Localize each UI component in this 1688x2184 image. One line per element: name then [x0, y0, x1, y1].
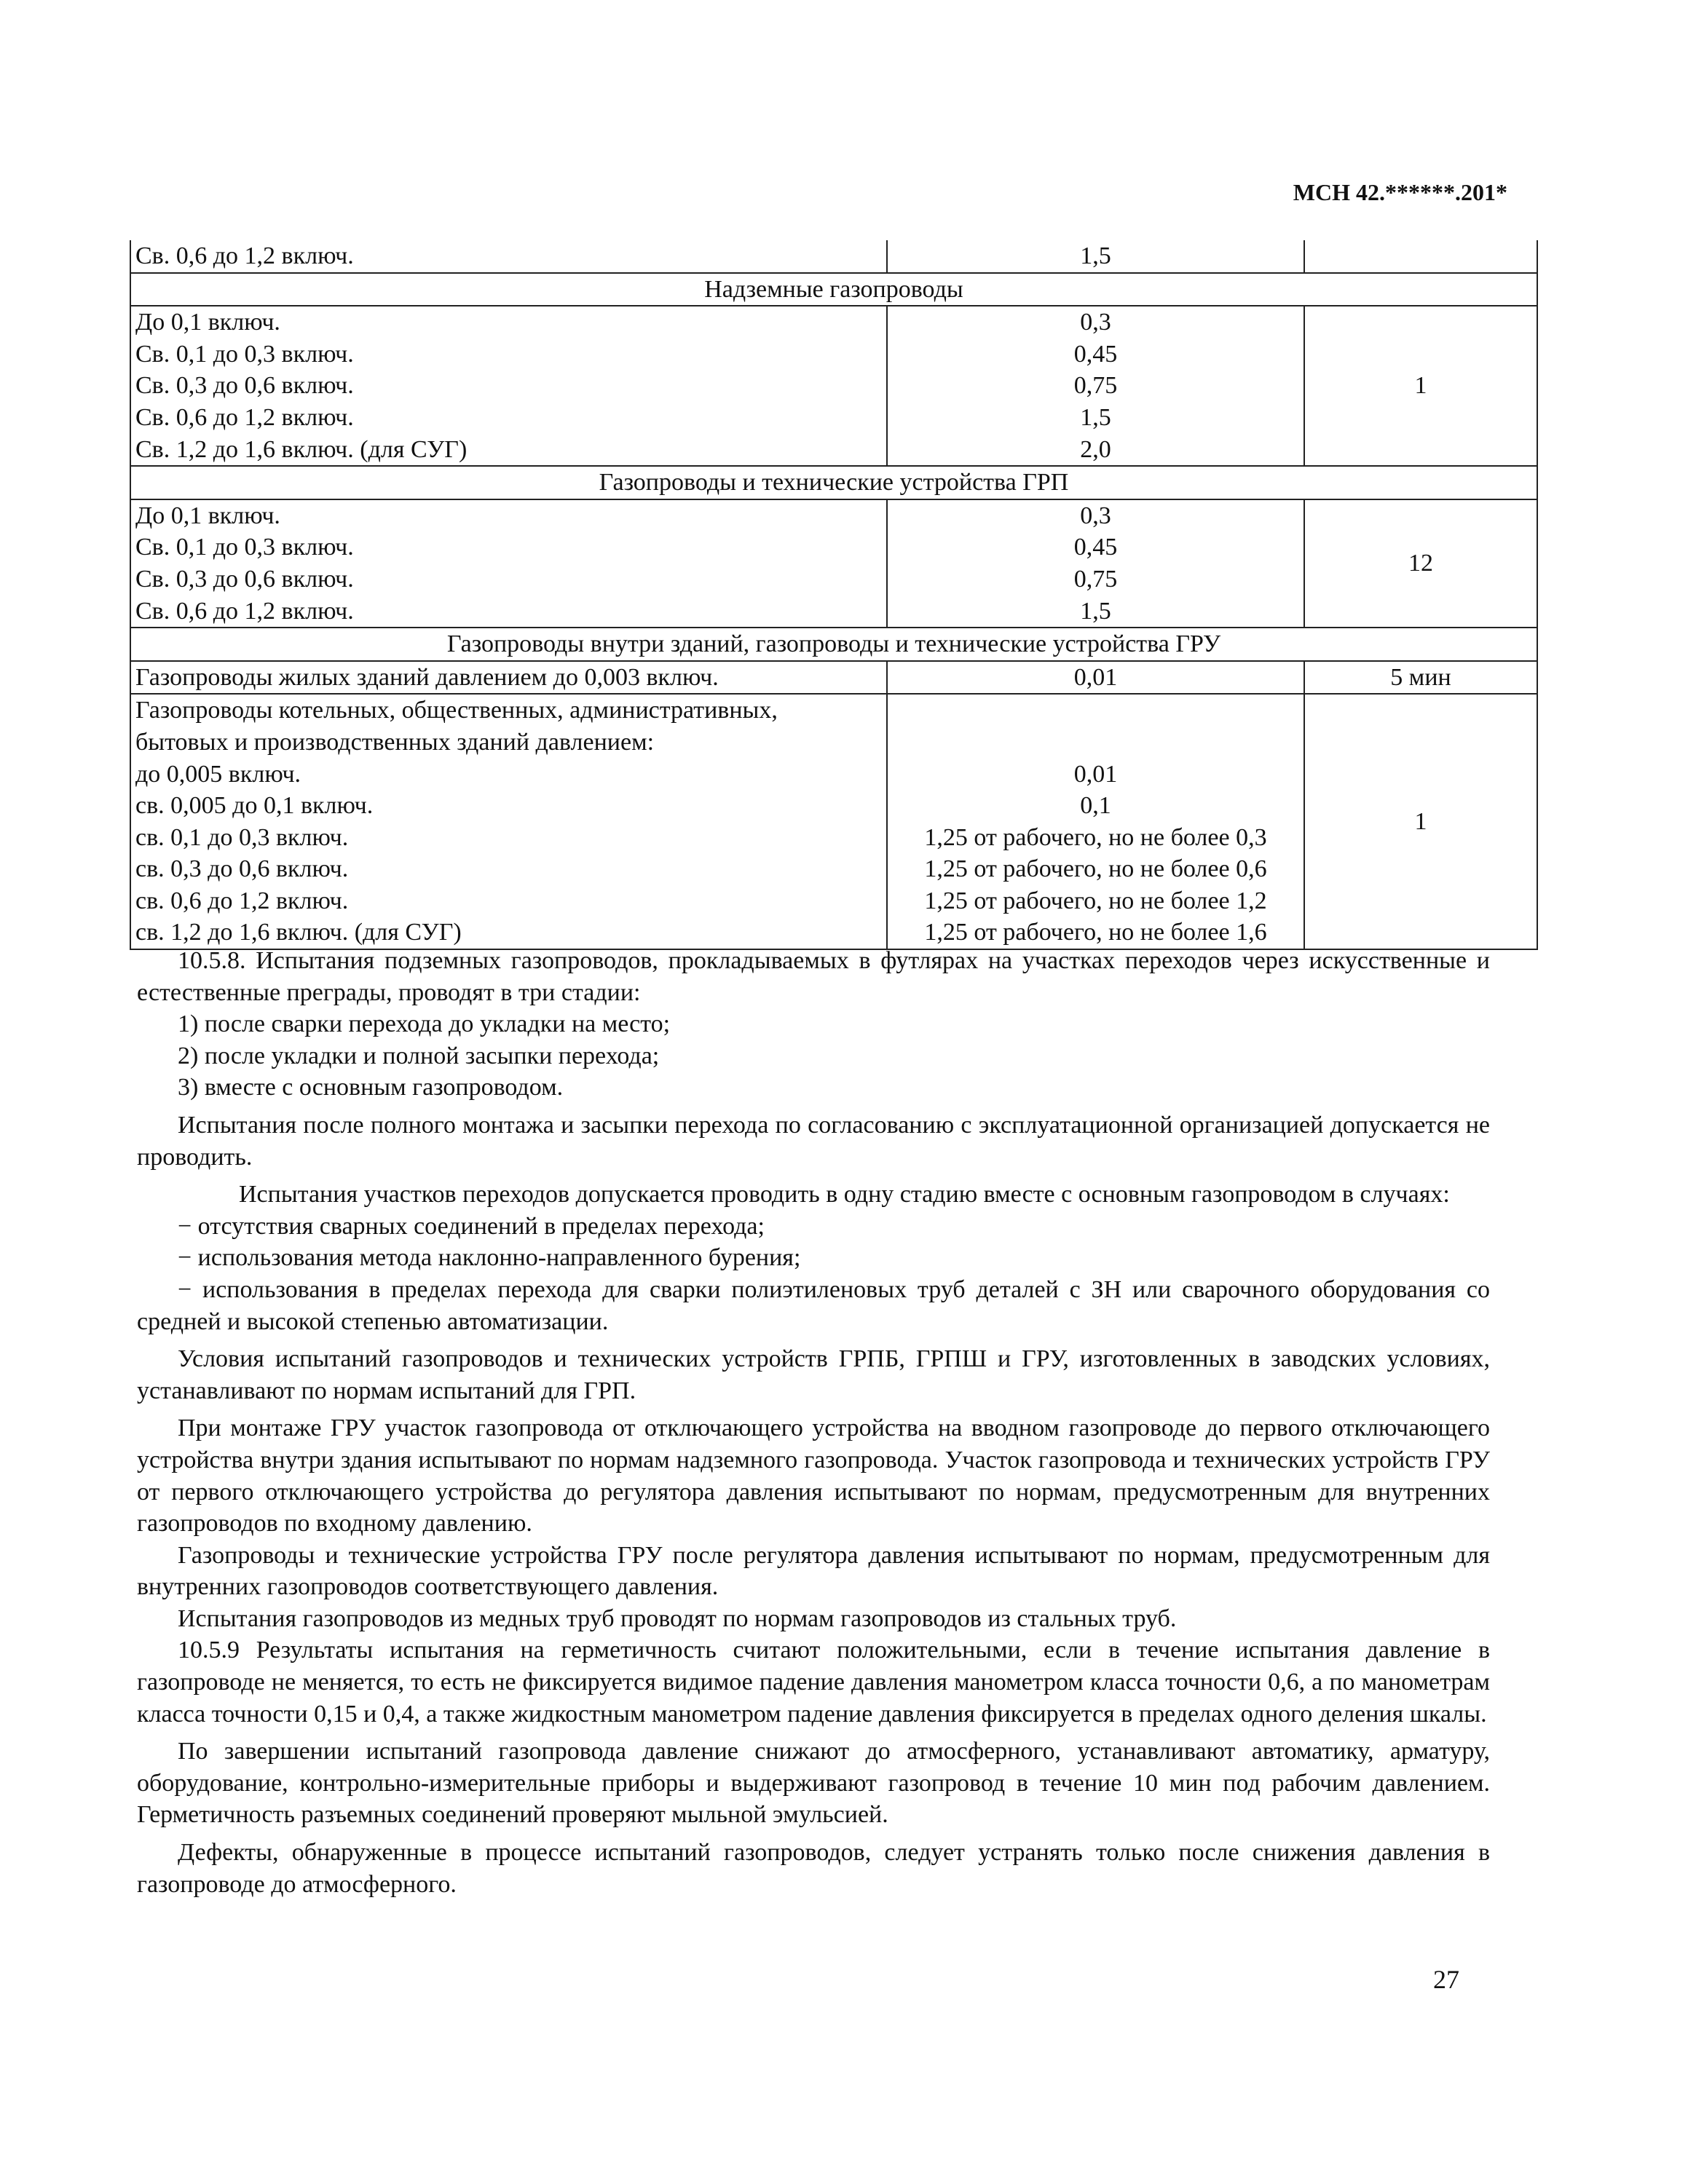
paragraph: Условия испытаний газопроводов и технических устройств ГРПБ, ГРПШ и ГРУ, изготовленных в заводских условиях, устанавливают по нормам испытаний для ГРП.: [137, 1345, 1490, 1404]
section-title: Газопроводы и технические устройства ГРП: [130, 466, 1537, 499]
list-item: 1) после сварки перехода до укладки на место;: [178, 1010, 671, 1038]
range-intro: бытовых и производственных зданий давлением:: [135, 728, 655, 756]
pressure-value: 2,0: [1080, 435, 1111, 463]
pressure-value: 0,01: [1073, 760, 1118, 788]
table-row: [130, 661, 1537, 695]
paragraph: Испытания газопроводов из медных труб проводят по нормам газопроводов из стальных труб.: [178, 1605, 1177, 1632]
list-item: − использования в пределах перехода для сварки полиэтиленовых труб деталей с ЗН или сварочного оборудования со средней и высокой степенью автоматизации.: [137, 1275, 1490, 1335]
paragraph: Испытания участков переходов допускается проводить в одну стадию вместе с основным газопроводом в случаях:: [239, 1181, 1450, 1208]
table-row: [130, 306, 1537, 466]
pressure-cell: 0,01: [887, 661, 1304, 695]
range-value: Св. 0,3 до 0,6 включ.: [135, 565, 354, 593]
pressure-cell: [887, 499, 1304, 628]
pressure-value: 0,45: [1073, 340, 1118, 368]
paragraph: Газопроводы и технические устройства ГРУ после регулятора давления испытывают по нормам, предусмотренным для внутренних газопроводов соответствующего давления.: [137, 1541, 1490, 1601]
pressure-cell: [887, 694, 1304, 949]
pressure-value: 1,25 от рабочего, но не более 1,6: [924, 919, 1267, 946]
section-row: [130, 466, 1537, 499]
section-row: [130, 273, 1537, 306]
range-cell: Газопроводы жилых зданий давлением до 0,003 включ.: [130, 661, 887, 695]
range-value: св. 1,2 до 1,6 включ. (для СУГ): [135, 919, 462, 946]
table-row: [130, 694, 1537, 949]
table-row: [130, 240, 1537, 273]
list-item: 2) после укладки и полной засыпки перехода;: [178, 1042, 660, 1069]
page-number: 27: [1433, 1965, 1459, 1994]
section-title: Газопроводы внутри зданий, газопроводы и технические устройства ГРУ: [130, 628, 1537, 661]
range-value: Св. 0,6 до 1,2 включ.: [135, 403, 354, 431]
range-value: Св. 1,2 до 1,6 включ. (для СУГ): [135, 435, 468, 463]
duration-cell: 5 мин: [1304, 661, 1537, 695]
range-value: св. 0,1 до 0,3 включ.: [135, 823, 349, 851]
pressure-value: 0,3: [1080, 502, 1111, 529]
document-code: МСН 42.******.201*: [1293, 179, 1507, 205]
range-cell: [130, 499, 887, 628]
duration-cell: 1: [1304, 306, 1537, 466]
section-title: Надземные газопроводы: [130, 273, 1537, 306]
pressure-value: 1,25 от рабочего, но не более 0,3: [924, 823, 1267, 851]
range-value: Св. 0,1 до 0,3 включ.: [135, 534, 354, 561]
range-value: Св. 0,1 до 0,3 включ.: [135, 340, 354, 368]
pressure-value: 0,75: [1073, 372, 1118, 400]
list-item: 3) вместе с основным газопроводом.: [178, 1074, 564, 1101]
range-cell: Св. 0,6 до 1,2 включ.: [130, 240, 887, 273]
pressure-value: 0,1: [1080, 792, 1111, 820]
pressure-value: 1,25 от рабочего, но не более 1,2: [924, 887, 1267, 914]
paragraph: Дефекты, обнаруженные в процессе испытаний газопроводов, следует устранять только после снижения давления в газопроводе до атмосферного.: [137, 1839, 1490, 1898]
range-value: До 0,1 включ.: [135, 309, 280, 336]
range-value: св. 0,005 до 0,1 включ.: [135, 792, 374, 820]
range-intro: Газопроводы котельных, общественных, административных,: [135, 697, 778, 724]
range-value: Св. 0,3 до 0,6 включ.: [135, 372, 354, 400]
pressure-test-table: [130, 240, 1537, 950]
pressure-value: 0,3: [1080, 309, 1111, 336]
range-value: до 0,005 включ.: [135, 760, 301, 788]
paragraph: При монтаже ГРУ участок газопровода от отключающего устройства на вводном газопроводе до первого отключающего устройства внутри здания испытывают по нормам надземного газопровода. Участок газопровода и технических устройств ГРУ от первого отключающего устройства до регулятора давления испытывают по нормам, предусмотренным для внутренних газопроводов по входному давлению.: [137, 1415, 1490, 1538]
duration-cell: 12: [1304, 499, 1537, 628]
range-value: св. 0,3 до 0,6 включ.: [135, 855, 349, 883]
pressure-value: 1,5: [1080, 403, 1111, 431]
pressure-value: 0,75: [1073, 565, 1118, 593]
range-value: св. 0,6 до 1,2 включ.: [135, 887, 349, 914]
duration-cell: 1: [1304, 694, 1537, 949]
list-item: − отсутствия сварных соединений в пределах перехода;: [178, 1212, 765, 1240]
body-text: [137, 945, 1490, 1900]
pressure-value: 1,25 от рабочего, но не более 0,6: [924, 855, 1267, 883]
list-item: − использования метода наклонно-направленного бурения;: [178, 1244, 801, 1272]
pressure-cell: [887, 306, 1304, 466]
paragraph: 10.5.9 Результаты испытания на герметичность считают положительными, если в течение испытания давление в газопроводе не меняется, то есть не фиксируется видимое падение давления манометром класса точности 0,6, а по манометрам класса точности 0,15 и 0,4, а также жидкостным манометром падение давления фиксируется в пределах одного деления шкалы.: [137, 1637, 1490, 1728]
range-value: До 0,1 включ.: [135, 502, 280, 529]
pressure-cell: 1,5: [887, 240, 1304, 273]
table-row: [130, 499, 1537, 628]
section-row: [130, 628, 1537, 661]
range-value: Св. 0,6 до 1,2 включ.: [135, 597, 354, 625]
pressure-value: 0,45: [1073, 534, 1118, 561]
duration-cell: [1304, 240, 1537, 273]
paragraph: Испытания после полного монтажа и засыпки перехода по согласованию с эксплуатационной организацией допускается не проводить.: [137, 1111, 1490, 1171]
paragraph: 10.5.8. Испытания подземных газопроводов, прокладываемых в футлярах на участках переходов через искусственные и естественные преграды, проводят в три стадии:: [137, 947, 1490, 1006]
paragraph: По завершении испытаний газопровода давление снижают до атмосферного, устанавливают автоматику, арматуру, оборудование, контрольно-измерительные приборы и выдерживают газопровод в течение 10 мин под рабочим давлением. Герметичность разъемных соединений проверяют мыльной эмульсией.: [137, 1738, 1490, 1829]
pressure-value: 1,5: [1080, 597, 1111, 625]
range-cell: [130, 694, 887, 949]
range-cell: [130, 306, 887, 466]
